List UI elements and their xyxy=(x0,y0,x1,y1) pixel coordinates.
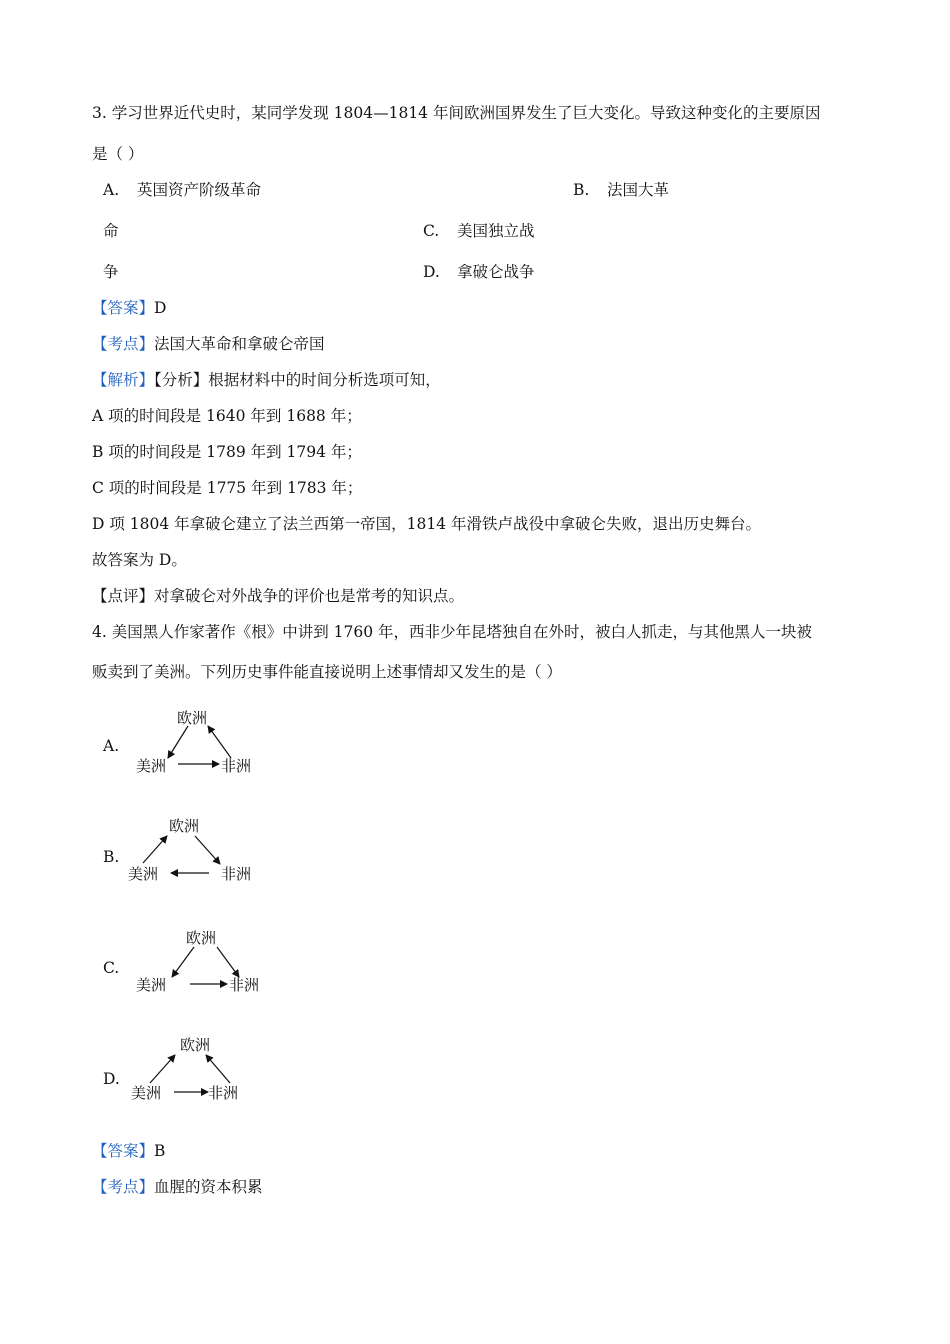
q3-analysis-a: A 项的时间段是 1640 年到 1688 年； xyxy=(92,407,362,425)
diagram-top-label: 欧洲 xyxy=(169,817,200,835)
q4-option-b-letter: B. xyxy=(103,848,120,866)
q4-option-d-diagram xyxy=(128,1033,268,1108)
q4-option-b-diagram xyxy=(124,814,264,889)
diagram-right-label: 非洲 xyxy=(221,757,252,775)
q3-option-b-continued: 命 xyxy=(103,222,119,240)
answer-tag: 【答案】 xyxy=(92,299,155,317)
q3-analysis-d: D 项 1804 年拿破仑建立了法兰西第一帝国，1814 年滑铁卢战役中拿破仑失败，退出历史舞台。 xyxy=(92,515,762,533)
q3-stem-line1: 3. 学习世界近代史时，某同学发现 1804—1814 年间欧洲国界发生了巨大变化。导致这种变化的主要原因 xyxy=(92,104,821,122)
arrow-america-to-europe xyxy=(150,1055,175,1083)
q3-analysis-b: B 项的时间段是 1789 年到 1794 年； xyxy=(92,443,362,461)
q3-option-c-letter: C. xyxy=(423,222,440,240)
diagram-right-label: 非洲 xyxy=(229,976,260,994)
q3-option-d-letter: D. xyxy=(423,263,440,281)
q4-stem-line1: 4. 美国黑人作家著作《根》中讲到 1760 年，西非少年昆塔独自在外时，被白人抓走，与其他黑人一块被 xyxy=(92,623,813,641)
answer-value: B xyxy=(154,1142,166,1160)
arrow-africa-to-europe xyxy=(208,726,231,758)
q4-option-a-letter: A. xyxy=(103,737,120,755)
diagram-top-label: 欧洲 xyxy=(177,709,208,727)
q4-kaodian xyxy=(92,1177,263,1197)
kaodian-tag: 【考点】 xyxy=(92,335,155,353)
diagram-top-label: 欧洲 xyxy=(186,929,217,947)
q3-stem-line2: 是（ ） xyxy=(92,145,144,163)
q3-option-a-text: 英国资产阶级革命 xyxy=(137,181,262,199)
arrow-europe-to-america xyxy=(168,726,188,758)
q3-option-c-text: 美国独立战 xyxy=(457,222,535,240)
arrow-america-to-europe xyxy=(143,836,167,863)
diagram-top-label: 欧洲 xyxy=(180,1036,211,1054)
q4-option-d-letter: D. xyxy=(103,1070,120,1088)
diagram-left-label: 美洲 xyxy=(136,976,167,994)
q3-dianping: 【点评】对拿破仑对外战争的评价也是常考的知识点。 xyxy=(92,587,465,605)
diagram-left-label: 美洲 xyxy=(128,865,159,883)
q3-conclusion: 故答案为 D。 xyxy=(92,551,187,569)
q3-analysis-c: C 项的时间段是 1775 年到 1783 年； xyxy=(92,479,363,497)
q3-answer xyxy=(92,298,166,318)
q4-option-a-diagram xyxy=(128,705,268,780)
answer-value: D xyxy=(154,299,167,317)
diagram-right-label: 非洲 xyxy=(221,865,252,883)
kaodian-value: 法国大革命和拿破仑帝国 xyxy=(154,335,325,353)
arrow-europe-to-america xyxy=(172,947,194,977)
arrow-europe-to-africa xyxy=(195,836,220,864)
jiexi-head: 【分析】根据材料中的时间分析选项可知， xyxy=(154,371,441,389)
q3-option-c-continued: 争 xyxy=(103,263,119,281)
answer-tag: 【答案】 xyxy=(92,1142,155,1160)
arrow-africa-to-europe xyxy=(206,1055,230,1083)
kaodian-tag: 【考点】 xyxy=(92,1178,155,1196)
q4-stem-line2: 贩卖到了美洲。下列历史事件能直接说明上述事情却又发生的是（ ） xyxy=(92,663,562,681)
jiexi-tag: 【解析】 xyxy=(92,371,155,389)
q4-option-c-letter: C. xyxy=(103,959,120,977)
q4-option-c-diagram xyxy=(132,926,272,1001)
arrow-europe-to-africa xyxy=(217,947,239,977)
diagram-right-label: 非洲 xyxy=(208,1084,239,1102)
q3-option-b-letter: B. xyxy=(573,181,590,199)
kaodian-value: 血腥的资本积累 xyxy=(154,1178,263,1196)
q3-option-b-text: 法国大革 xyxy=(607,181,670,199)
q4-answer xyxy=(92,1141,165,1161)
diagram-left-label: 美洲 xyxy=(136,757,167,775)
diagram-left-label: 美洲 xyxy=(131,1084,162,1102)
q3-option-d-text: 拿破仑战争 xyxy=(457,263,535,281)
q3-kaodian xyxy=(92,334,325,354)
q3-option-a-letter: A. xyxy=(103,181,120,199)
q3-jiexi xyxy=(92,370,441,390)
